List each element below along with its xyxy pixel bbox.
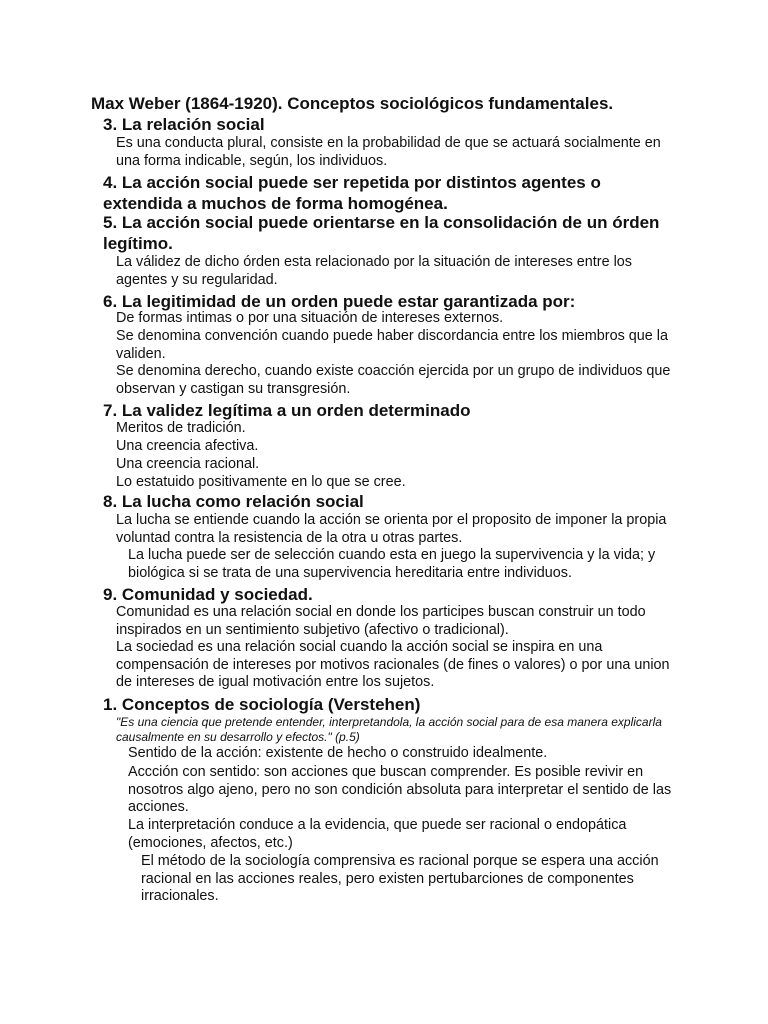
section-1-paragraph-3: La interpretación conduce a la evidencia, que puede ser racional o endopática (emociones, afectos, etc.) (128, 817, 627, 851)
quote-reference: (p.5) (335, 730, 360, 744)
section-7-item-1: Meritos de tradición. (116, 420, 246, 436)
section-3-paragraph: Es una conducta plural, consiste en la probabilidad de que se actuará socialmente en una forma indicable, según, los individuos. (116, 135, 661, 169)
section-6-heading: 6. La legitimidad de un orden puede estar garantizada por: (103, 292, 576, 311)
section-6-paragraph-2: Se denomina convención cuando puede haber discordancia entre los miembros que la validen. (116, 328, 668, 362)
section-7-heading: 7. La validez legítima a un orden determinado (103, 401, 471, 420)
section-5-heading: 5. La acción social puede orientarse en la consolidación de un órden legítimo. (103, 213, 660, 253)
section-8-paragraph-1: La lucha se entiende cuando la acción se orienta por el proposito de imponer la propia voluntad contra la resistencia de la otra u otras partes. (116, 512, 667, 546)
section-9-paragraph-2: La sociedad es una relación social cuando la acción social se inspira en una compensación de intereses por motivos racionales (de fines o valores) o por una union de intereses de igual motivación entre los sujetos. (116, 639, 670, 690)
section-1-paragraph-2: Accción con sentido: son acciones que buscan comprender. Es posible revivir en nosotros algo ajeno, pero no son condición absoluta para interpretar el sentido de las acciones. (128, 764, 672, 815)
section-5-paragraph: La válidez de dicho órden esta relacionado por la situación de intereses entre los agentes y su regularidad. (116, 254, 632, 288)
section-8-paragraph-2: La lucha puede ser de selección cuando esta en juego la supervivencia y la vida; y biológica si se trata de una supervivencia hereditaria entre individuos. (128, 547, 656, 581)
section-6-paragraph-3: Se denomina derecho, cuando existe coacción ejercida por un grupo de individuos que observan y castigan su transgresión. (116, 363, 671, 397)
section-7-item-3: Una creencia racional. (116, 456, 260, 472)
section-7-item-2: Una creencia afectiva. (116, 438, 259, 454)
section-9-paragraph-1: Comunidad es una relación social en donde los participes buscan construir un todo inspirados en un sentimiento subjetivo (afectivo o tradicional). (116, 604, 646, 638)
section-1-paragraph-1: Sentido de la acción: existente de hecho o construido idealmente. (128, 745, 548, 761)
section-1-paragraph-4: El método de la sociología comprensiva es racional porque se espera una acción racional en las acciones reales, pero existen pertubarciones de componentes irracionales. (141, 853, 659, 904)
section-4-heading: 4. La acción social puede ser repetida por distintos agentes o extendida a muchos de forma homogénea. (103, 173, 601, 213)
section-1-quote (116, 715, 676, 745)
section-8-heading: 8. La lucha como relación social (103, 492, 364, 511)
quote-text: "Es una ciencia que pretende entender, interpretandola, la acción social para de esa manera explicarla causalmente en su desarrollo y efectos." (116, 715, 662, 744)
document-title: Max Weber (1864-1920). Conceptos sociológicos fundamentales. (91, 94, 614, 113)
section-3-heading: 3. La relación social (103, 115, 265, 134)
section-9-heading: 9. Comunidad y sociedad. (103, 585, 313, 604)
section-7-item-4: Lo estatuido positivamente en lo que se cree. (116, 474, 406, 490)
section-6-paragraph-1: De formas intimas o por una situación de intereses externos. (116, 310, 504, 326)
section-1-heading: 1. Conceptos de sociología (Verstehen) (103, 695, 421, 714)
